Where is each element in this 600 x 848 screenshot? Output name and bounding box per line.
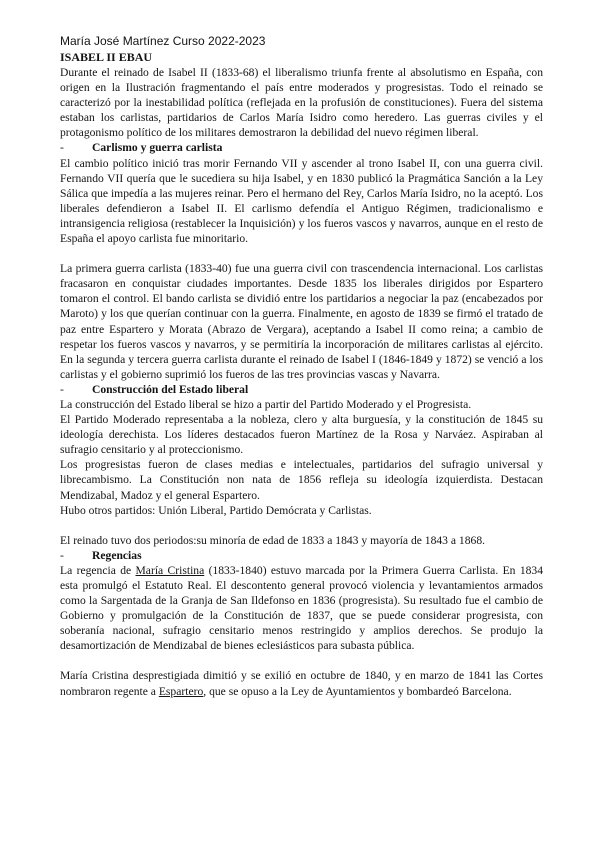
author-line: María José Martínez Curso 2022-2023 [60, 34, 266, 48]
section-heading-regencias [60, 548, 543, 563]
document-title: ISABEL II EBAU [60, 50, 153, 64]
heading-text: Regencias [92, 548, 142, 562]
bullet-dash: - [60, 382, 64, 396]
text-run: María Cristina desprestigiada dimitió y se exilió en octubre de 1840, y en marzo de 1841 las Cortes nombraron regente a [60, 669, 543, 698]
paragraph-gap [60, 653, 543, 668]
carlismo-paragraph-1: El cambio político inició tras morir Fernando VII y ascender al trono Isabel II, con una guerra civil. Fernando VII quería que le sucediera su hija Isabel, y en 1830 publicó la Pragmática Sanción a la Ley Sálica que impedía a las mujeres reinar. Pero el hermano del Rey, Carlos María Isidro, no la aceptó. Los liberales defendieron a Isabel II. El carlismo defendía el Antiguo Régimen, tradicionalismo e intransigencia religiosa (restablecer la Inquisición) y los fueros vascos y navarros, aunque en el resto de España el apoyo carlista fue minoritario. [60, 156, 543, 246]
estado-paragraph-1: La construcción del Estado liberal se hizo a partir del Partido Moderado y el Progresista. [60, 397, 472, 411]
text-run: (1833-1840) estuvo marcada por la Primera Guerra Carlista. En 1834 esta promulgó el Estatuto Real. El descontento general provocó violencia y levantamientos armados como la Sargentada de la Granja de San Ildefonso en 1836 (progresista). Su resultado fue el cambio de Gobierno y promulgación de la Constitución de 1837, que se puede considerar progresista, con soberanía nacional, sufragio censitario menos restringido y amplios derechos. Se produjo la desamortización de Mendizabal de bienes eclesiásticos para subasta pública. [60, 563, 544, 653]
text-run: La regencia de [60, 563, 136, 577]
estado-paragraph-2: El Partido Moderado representaba a la nobleza, clero y alta burguesía, y la constitución de 1845 su ideología derechista. Los líderes destacados fueron Martínez de la Rosa y Narváez. Aspiraban al sufragio censitario y al proteccionismo. [60, 413, 543, 457]
text-run: , que se opuso a la Ley de Ayuntamientos y bombardeó Barcelona. [203, 684, 512, 698]
heading-text: Construcción del Estado liberal [92, 382, 249, 396]
paragraph-gap [60, 246, 543, 261]
section-heading-carlismo [60, 140, 543, 155]
heading-text: Carlismo y guerra carlista [92, 141, 223, 155]
regencias-paragraph-2 [60, 668, 543, 698]
estado-paragraph-3: Los progresistas fueron de clases medias e intelectuales, partidarios del sufragio universal y librecambismo. La Constitución non nata de 1856 refleja su ideología izquierdista. Destacan Mendizabal, Madoz y el general Espartero. [60, 458, 543, 502]
link-espartero[interactable]: Espartero [158, 684, 204, 698]
section-heading-estado [60, 382, 543, 397]
regencias-paragraph-1 [60, 563, 543, 654]
intro-paragraph: Durante el reinado de Isabel II (1833-68) el liberalismo triunfa frente al absolutismo en España, con origen en la Ilustración fragmentando el país entre moderados y progresistas. Todo el reinado se caracterizó por la inestabilidad política (reflejada en la profusión de constituciones). Fuera del sistema estaban los carlistas, partidarios de Carlos María Isidro como heredero. Las guerras civiles y el protagonismo político de los militares demostraron la debilidad del nuevo régimen liberal. [60, 66, 543, 140]
paragraph-gap [60, 518, 543, 533]
estado-paragraph-5: El reinado tuvo dos periodos:su minoría de edad de 1833 a 1843 y mayoría de 1843 a 1868. [60, 533, 486, 547]
bullet-dash: - [60, 141, 64, 155]
estado-paragraph-4: Hubo otros partidos: Unión Liberal, Partido Demócrata y Carlistas. [60, 503, 372, 517]
carlismo-paragraph-2: La primera guerra carlista (1833-40) fue una guerra civil con trascendencia internacional. Los carlistas fracasaron en conquistar ciudades importantes. Desde 1835 los liberales dirigidos por Espartero tomaron el control. El bando carlista se dividió entre los partidarios a negociar la paz (encabezados por Maroto) y los que querían continuar con la guerra. Finalmente, en agosto de 1839 se firmó el tratado de paz entre Espartero y Morata (Abrazo de Vergara), aceptando a Isabel II como reina; a cambio de respetar los fueros vascos y navarros, y se permitiría la incorporación de militares carlistas al ejército. En la segunda y tercera guerra carlista durante el reinado de Isabel I (1846-1849 y 1872) se venció a los carlistas y el gobierno suprimió los fueros de las tres provincias vascas y Navarra. [60, 262, 543, 381]
bullet-dash: - [60, 548, 64, 562]
link-maria-cristina[interactable]: María Cristina [135, 563, 205, 577]
